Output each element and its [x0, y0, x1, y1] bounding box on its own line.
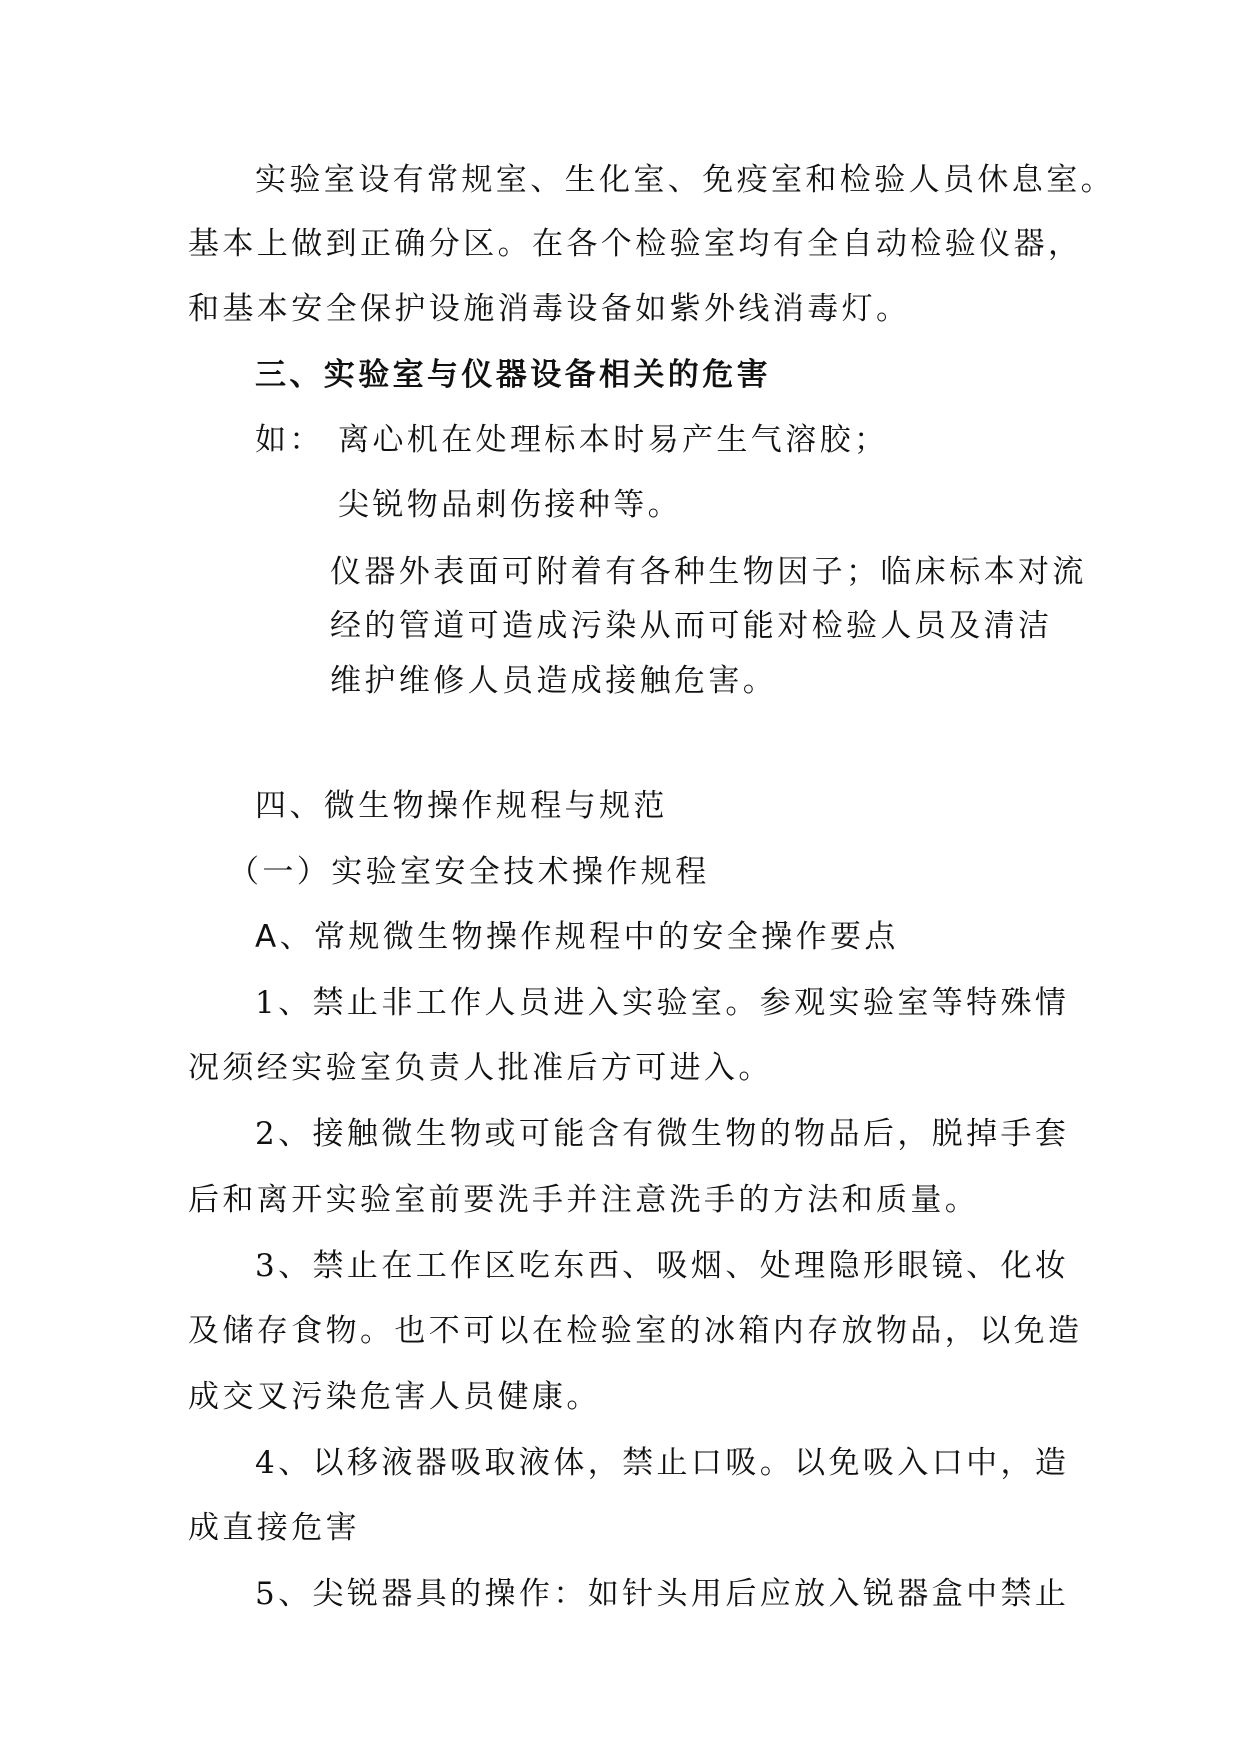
section-3-item-1: 离心机在处理标本时易产生气溶胶； — [338, 422, 889, 458]
section-4-subheading: （一）实验室安全技术操作规程 — [228, 854, 710, 890]
rule-4-line-1: 4、以移液器吸取液体，禁止口吸。以免吸入口中，造 — [255, 1445, 1070, 1481]
section-3-item-3-line-2: 经的管道可造成污染从而可能对检验人员及清洁 — [330, 608, 1053, 644]
rule-2-line-1: 2、接触微生物或可能含有微生物的物品后，脱掉手套 — [255, 1116, 1070, 1152]
section-3-item-3-line-3: 维护维修人员造成接触危害。 — [330, 663, 778, 699]
section-3-heading: 三、实验室与仪器设备相关的危害 — [255, 357, 771, 393]
section-4-heading: 四、微生物操作规程与规范 — [255, 788, 668, 824]
section-3-item-3-line-1: 仪器外表面可附着有各种生物因子；临床标本对流 — [330, 554, 1087, 590]
paragraph-1-line-2: 基本上做到正确分区。在各个检验室均有全自动检验仪器， — [188, 226, 1083, 262]
rule-1-line-1: 1、禁止非工作人员进入实验室。参观实验室等特殊情 — [255, 985, 1070, 1021]
subsection-a-heading: A、常规微生物操作规程中的安全操作要点 — [255, 919, 899, 955]
rule-3-line-3: 成交叉污染危害人员健康。 — [188, 1379, 601, 1415]
rule-2-line-2: 后和离开实验室前要洗手并注意洗手的方法和质量。 — [188, 1182, 980, 1218]
rule-4-line-2: 成直接危害 — [188, 1510, 360, 1546]
section-3-item-2: 尖锐物品刺伤接种等。 — [338, 487, 682, 523]
section-3-intro-label: 如： — [255, 422, 324, 458]
paragraph-1-line-3: 和基本安全保护设施消毒设备如紫外线消毒灯。 — [188, 291, 911, 327]
paragraph-1-line-1: 实验室设有常规室、生化室、免疫室和检验人员休息室。 — [255, 162, 1115, 198]
rule-3-line-2: 及储存食物。也不可以在检验室的冰箱内存放物品，以免造 — [188, 1313, 1083, 1349]
rule-3-line-1: 3、禁止在工作区吃东西、吸烟、处理隐形眼镜、化妆 — [255, 1248, 1070, 1284]
rule-1-line-2: 况须经实验室负责人批准后方可进入。 — [188, 1050, 773, 1086]
rule-5-line-1: 5、尖锐器具的操作：如针头用后应放入锐器盒中禁止 — [255, 1576, 1070, 1612]
